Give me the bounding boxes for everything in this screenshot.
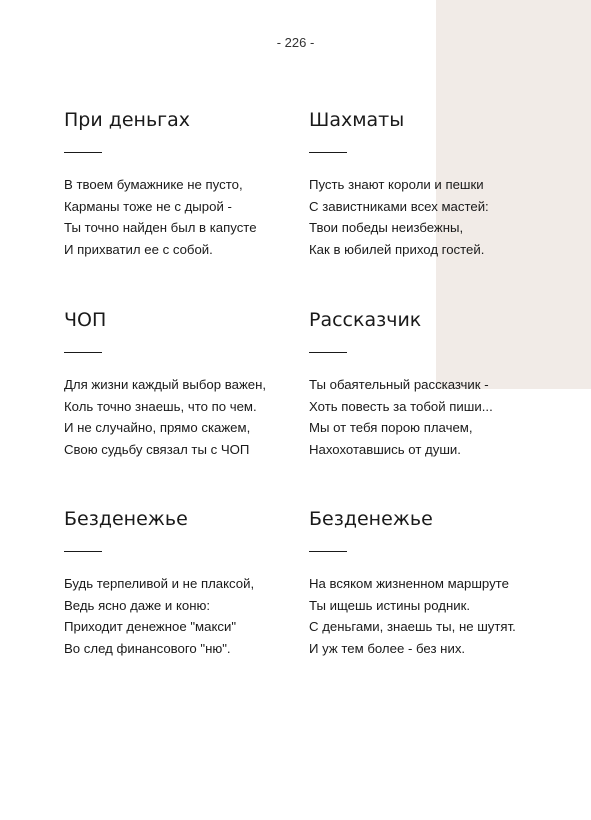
poem-line: Хоть повесть за тобой пиши... [309,398,493,414]
title-divider [64,352,102,353]
page-number: - 226 - [276,35,315,50]
poem-chop [64,308,304,461]
poem-line: И уж тем более - без них. [309,641,466,657]
poem-line: Свою судьбу связал ты с ЧОП [64,442,250,458]
poem-line: Будь терпеливой и не плаксой, [64,576,255,591]
title-divider [64,551,102,552]
poem-line: Приходит денежное "макси" [64,619,237,635]
poem-line: С деньгами, знаешь ты, не шутят. [309,619,516,635]
title-divider [309,551,347,552]
poem-body [309,174,549,261]
poem-title: ЧОП [64,309,107,331]
poem-line: Ты ищешь истины родник. [309,597,471,613]
poem-line: Коль точно знаешь, что по чем. [64,398,257,414]
poem-bezdenezhye-1 [64,507,304,660]
poem-body [64,573,304,660]
poem-title: Безденежье [309,508,433,530]
poem-line: Нахохотавшись от души. [309,442,461,458]
poem-rasskazchik [309,308,549,461]
poem-body [64,374,304,461]
poem-line: Твои победы неизбежны, [309,220,464,236]
poem-line: Для жизни каждый выбор важен, [64,377,267,392]
poem-body [64,174,304,261]
poem-shahmaty [309,108,549,261]
poem-line: На всяком жизненном маршруте [309,576,509,591]
poem-line: Во след финансового "ню". [64,641,231,657]
poem-title: Безденежье [64,508,188,530]
poem-line: Как в юбилей приход гостей. [309,242,485,258]
poem-line: Ты обаятельный рассказчик - [309,377,489,392]
title-divider [64,152,102,153]
title-divider [309,152,347,153]
poem-line: Ведь ясно даже и коню: [64,597,211,613]
poem-line: Карманы тоже не с дырой - [64,198,232,214]
poem-title: При деньгах [64,109,191,131]
title-divider [309,352,347,353]
poem-line: И не случайно, прямо скажем, [64,420,251,436]
poem-body [309,573,549,660]
poem-pri-dengah [64,108,304,261]
poem-bezdenezhye-2 [309,507,549,660]
poem-line: С завистниками всех мастей: [309,198,489,214]
poem-title: Шахматы [309,109,405,131]
poem-title: Рассказчик [309,309,422,331]
poem-line: Пусть знают короли и пешки [309,177,484,192]
poem-line: В твоем бумажнике не пусто, [64,177,243,192]
poem-body [309,374,549,461]
poem-line: И прихватил ее с собой. [64,242,213,258]
poem-line: Мы от тебя порою плачем, [309,420,473,436]
poem-line: Ты точно найден был в капусте [64,220,257,236]
